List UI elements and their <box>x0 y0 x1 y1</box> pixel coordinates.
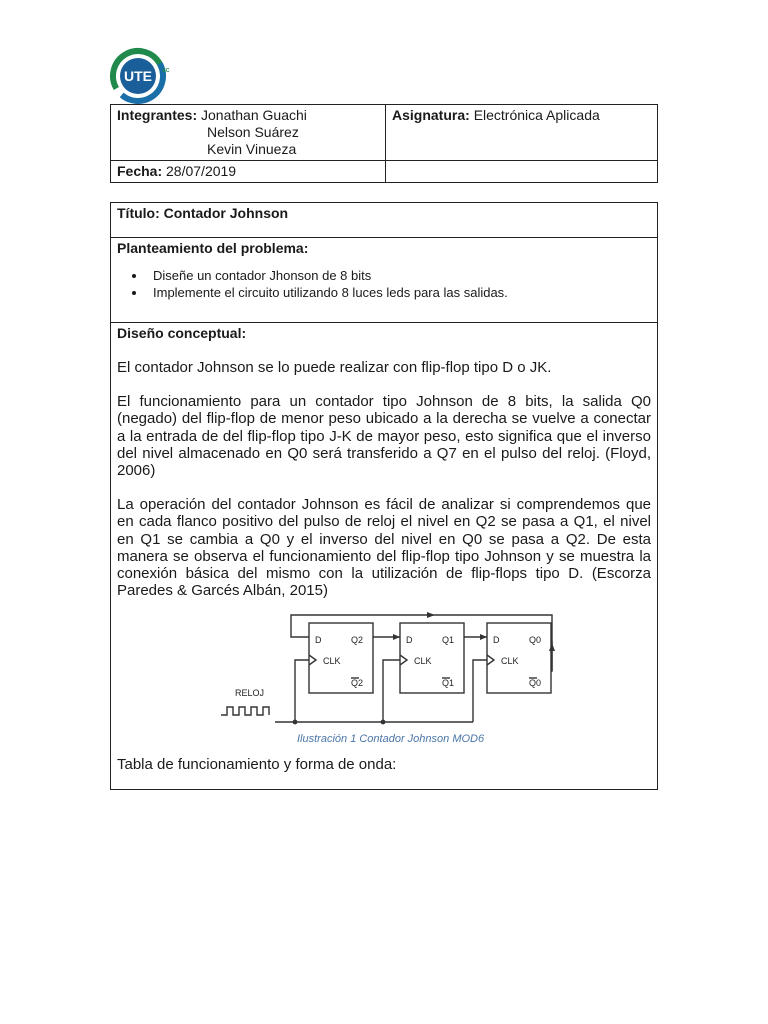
ff-qbar-label: Q0 <box>529 678 542 689</box>
ff-clk-label: CLK <box>414 656 432 667</box>
ff-d-label: D <box>406 635 413 646</box>
fecha-label: Fecha: <box>117 163 163 179</box>
ff-d-label: D <box>493 635 500 646</box>
ff-qbar-label: Q2 <box>351 678 364 689</box>
paragraph-3: La operación del contador Johnson es fácil de analizar si comprendemos que en cada flanco positivo del pulso de reloj el nivel en Q2 se pasa a Q1, el nivel en Q1 se cambia a Q0 y el inverso del nivel en Q0 se pasa a Q2. De esta manera se observa el funcionamiento del flip-flop tipo Johnson y se muestra la conexión básica del mismo con la utilización de flip-flops tipo D. (Escorza Paredes & Garcés Albán, 2015) <box>117 496 651 600</box>
clock-waveform <box>221 707 269 715</box>
fecha-value: 28/07/2019 <box>166 163 237 179</box>
integrante-3: Kevin Vinueza <box>207 141 297 157</box>
header-table <box>110 104 658 183</box>
asignatura-label: Asignatura: <box>392 107 470 123</box>
integrantes-cell <box>111 105 386 161</box>
ff-q-label: Q0 <box>529 635 542 646</box>
flip-flop-q1 <box>400 623 464 693</box>
ff-clk-label: CLK <box>323 656 341 667</box>
svg-text:EC: EC <box>162 68 170 74</box>
ff-q-label: Q2 <box>351 635 364 646</box>
ff-clk-label: CLK <box>501 656 519 667</box>
paragraph-2: El funcionamiento para un contador tipo Johnson de 8 bits, la salida Q0 (negado) del flip-flop de menor peso ubicado a la derecha se vuelve a conectar a la entrada de del flip-flop tipo J-K de mayor peso, esto significa que el inverso del nivel almacenado en Q0 será transferido a Q7 en el pulso del reloj. (Floyd, 2006) <box>117 393 651 480</box>
ff-d-label: D <box>315 635 322 646</box>
johnson-counter-diagram <box>215 611 561 731</box>
integrantes-label: Integrantes: <box>117 107 198 123</box>
asignatura-value: Electrónica Aplicada <box>473 107 600 123</box>
paragraph-1: El contador Johnson se lo puede realizar con flip-flop tipo D o JK. <box>117 359 552 376</box>
ff-qbar-label: Q1 <box>442 678 455 689</box>
planteamiento-heading: Planteamiento del problema: <box>117 240 309 256</box>
fecha-cell <box>111 161 386 183</box>
figure-caption: Ilustración 1 Contador Johnson MOD6 <box>297 733 485 746</box>
ff-q-label: Q1 <box>442 635 455 646</box>
empty-cell <box>386 161 658 183</box>
titulo: Título: Contador Johnson <box>117 205 289 221</box>
tabla-heading: Tabla de funcionamiento y forma de onda: <box>117 756 397 774</box>
list-item: • Implemente el circuito utilizando 8 luces leds para las salidas. <box>147 284 651 301</box>
titulo-cell <box>111 203 658 238</box>
integrante-2: Nelson Suárez <box>207 124 299 140</box>
arrow-icon <box>427 612 435 618</box>
svg-text:UTE: UTE <box>124 68 152 84</box>
planteamiento-list <box>117 267 651 301</box>
reloj-label: RELOJ <box>235 688 265 699</box>
integrante-1: Jonathan Guachi <box>201 107 307 123</box>
diseno-heading: Diseño conceptual: <box>117 325 247 341</box>
content-table <box>110 202 658 790</box>
asignatura-cell <box>386 105 658 161</box>
flip-flop-q0 <box>487 623 551 693</box>
diseno-cell <box>111 323 658 790</box>
planteamiento-cell <box>111 238 658 323</box>
ute-logo <box>108 44 172 108</box>
list-item: • Diseñe un contador Jhonson de 8 bits <box>147 267 651 284</box>
flip-flop-q2 <box>309 623 373 693</box>
